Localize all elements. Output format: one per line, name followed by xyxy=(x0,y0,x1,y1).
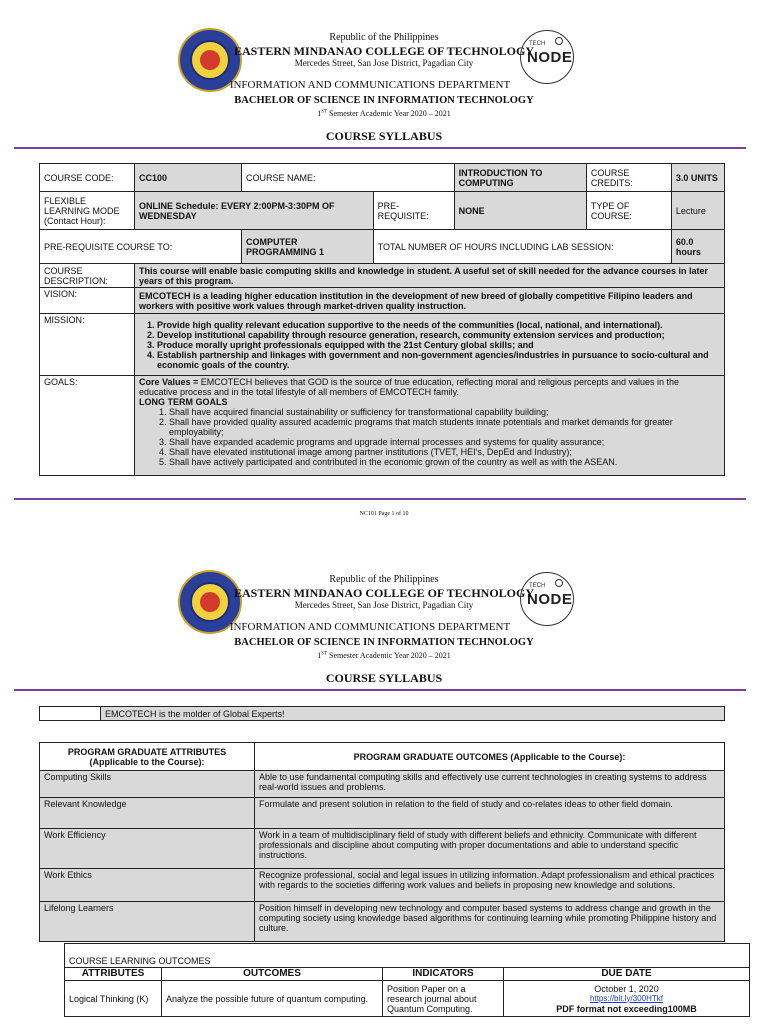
column-header: OUTCOMES xyxy=(162,968,383,981)
motto-text: EMCOTECH is the molder of Global Experts! xyxy=(101,707,725,721)
department-name: INFORMATION AND COMMUNICATIONS DEPARTMENT xyxy=(229,79,511,91)
column-header: INDICATORS xyxy=(383,968,504,981)
course-syllabus-title: COURSE SYLLABUS xyxy=(325,671,443,685)
attribute-cell: Computing Skills xyxy=(40,771,255,798)
department-name: INFORMATION AND COMMUNICATIONS DEPARTMENT xyxy=(229,621,511,633)
college-address: Mercedes Street, San Jose District, Pagadian City xyxy=(294,600,474,610)
course-credits: 3.0 UNITS xyxy=(671,164,724,192)
label: TYPE OF COURSE: xyxy=(586,192,671,230)
outcome-cell: Recognize professional, social and legal issues in utilizing information. Adapt professionalism and ethical practices with regards to the societies differing work values and beliefs in proposing new knowledge and solutions. xyxy=(255,869,725,902)
page-footer: NC101 Page 1 of 10 xyxy=(359,511,409,517)
label: GOALS: xyxy=(40,376,135,476)
mission-item: 4. Establish partnership and linkages with government and non-government agencies/industries in pursuance to socio-cultural and economic goals of the country. xyxy=(157,350,720,370)
program-name: BACHELOR OF SCIENCE IN INFORMATION TECHNOLOGY xyxy=(234,95,534,106)
course-syllabus-title: COURSE SYLLABUS xyxy=(325,129,443,143)
pgo-header: PROGRAM GRADUATE OUTCOMES (Applicable to the Course): xyxy=(255,743,725,771)
clo-attribute: Logical Thinking (K) xyxy=(65,981,162,1017)
divider-line xyxy=(14,147,746,149)
course-learning-outcomes-table xyxy=(64,943,750,1017)
goal-item: 5. Shall have actively participated and contributed in the economic grown of the country as well as with the ASEAN. xyxy=(169,457,720,467)
format-note: PDF format not exceeding100MB xyxy=(556,1003,697,1014)
outcome-cell: Work in a team of multidisciplinary field of study with different beliefs and ethnicity. Communicate with different professionals and discipline about computing with proper documentations and able to understand specific instructions. xyxy=(255,829,725,869)
college-address: Mercedes Street, San Jose District, Pagadian City xyxy=(294,58,474,68)
label: COURSE CREDITS: xyxy=(586,164,671,192)
label: PRE-REQUISITE COURSE TO: xyxy=(40,230,242,264)
mission-item: 1. Provide high quality relevant education supportive to the needs of the communities (local, national, and international). xyxy=(157,320,720,330)
pga-header: PROGRAM GRADUATE ATTRIBUTES (Applicable to the Course): xyxy=(40,743,255,771)
mission-list xyxy=(135,314,725,376)
label: PRE-REQUISITE: xyxy=(373,192,454,230)
learning-mode: ONLINE Schedule: EVERY 2:00PM-3:30PM OF WEDNESDAY xyxy=(135,192,374,230)
divider-line xyxy=(14,689,746,691)
goal-item: 2. Shall have provided quality assured academic programs that match students innate potentials and market demands for greater employability; xyxy=(169,417,720,437)
divider-line xyxy=(14,498,746,500)
goal-item: 1. Shall have acquired financial sustainability or sufficiency for transformational capability building; xyxy=(169,407,720,417)
attribute-cell: Work Ethics xyxy=(40,869,255,902)
goal-item: 3. Shall have expanded academic programs and upgrade internal processes and systems for quality assurance; xyxy=(169,437,720,447)
semester-line: 1ST Semester Academic Year 2020 – 2021 xyxy=(317,109,451,118)
goals-cell: Core Values = EMCOTECH believes that GOD is the source of true education, reflecting moral and religious percepts and values in the educative process and in the total lifestyle of all members of EMCOTECH family. LONG TERM GOALS 1. Shall have acquired financial sustainability or sufficiency for transformational capability building; 2. Shall have provided quality assured academic programs that match students innate potentials and market demands for greater employability; 3. Shall have expanded academic programs and upgrade internal processes and systems for quality assurance; 4. Shall have elevated institutional image among partner institutions (TVET, HEI's, DepEd and Industry); 5. Shall have actively participated and contributed in the economic grown of the country as well as with the ASEAN. xyxy=(135,376,725,476)
prerequisite-to: COMPUTER PROGRAMMING 1 xyxy=(242,230,374,264)
program-name: BACHELOR OF SCIENCE IN INFORMATION TECHNOLOGY xyxy=(234,637,534,648)
course-info-table xyxy=(39,163,725,476)
motto-bar xyxy=(39,706,725,721)
clo-outcome: Analyze the possible future of quantum computing. xyxy=(162,981,383,1017)
label: COURSE DESCRIPTION: xyxy=(40,264,135,288)
republic-text: Republic of the Philippines xyxy=(329,32,439,43)
label: COURSE NAME: xyxy=(242,164,455,192)
label: MISSION: xyxy=(40,314,135,376)
label: COURSE CODE: xyxy=(40,164,135,192)
outcome-cell: Formulate and present solution in relation to the field of study and co-relates ideas to other field domain. xyxy=(255,798,725,829)
total-hours: 60.0 hours xyxy=(671,230,724,264)
college-name: EASTERN MINDANAO COLLEGE OF TECHNOLOGY xyxy=(233,44,535,58)
label: TOTAL NUMBER OF HOURS INCLUDING LAB SESSION: xyxy=(373,230,671,264)
column-header: ATTRIBUTES xyxy=(65,968,162,981)
college-name: EASTERN MINDANAO COLLEGE OF TECHNOLOGY xyxy=(233,586,535,600)
clo-due-date-cell xyxy=(504,981,750,1017)
clo-indicator: Position Paper on a research journal about Quantum Computing. xyxy=(383,981,504,1017)
clo-title: COURSE LEARNING OUTCOMES xyxy=(65,944,750,968)
program-outcomes-table xyxy=(39,742,725,942)
vision-text: EMCOTECH is a leading higher education institution in the development of new breed of globally competitive Filipino leaders and workers with positive work values through market-driven quality instruction. xyxy=(135,288,725,314)
course-description: This course will enable basic computing skills and knowledge in student. A useful set of skill needed for the advance courses in later years of this program. xyxy=(135,264,725,288)
prerequisite: NONE xyxy=(454,192,586,230)
goal-item: 4. Shall have elevated institutional image among partner institutions (TVET, HEI's, DepEd and Industry); xyxy=(169,447,720,457)
semester-line: 1ST Semester Academic Year 2020 – 2021 xyxy=(317,651,451,660)
label: FLEXIBLE LEARNING MODE (Contact Hour): xyxy=(40,192,135,230)
outcome-cell: Position himself in developing new technology and computer based systems to address change and growth in the computing society using knowledge based algorithms for continuing learning while promoting Philippine history and culture. xyxy=(255,902,725,942)
mission-item: 3. Produce morally upright professionals equipped with the 21st Century global skills; and xyxy=(157,340,720,350)
tech-node-logo: TECH NODE xyxy=(520,572,574,626)
course-code: CC100 xyxy=(135,164,242,192)
attribute-cell: Relevant Knowledge xyxy=(40,798,255,829)
attribute-cell: Work Efficiency xyxy=(40,829,255,869)
course-type: Lecture xyxy=(671,192,724,230)
mission-item: 2. Develop institutional capability through resource generation, research, community extension services and production; xyxy=(157,330,720,340)
outcome-cell: Able to use fundamental computing skills and effectively use current technologies in creating systems to address real-world issues and problems. xyxy=(255,771,725,798)
attribute-cell: Lifelong Learners xyxy=(40,902,255,942)
column-header: DUE DATE xyxy=(504,968,750,981)
label: VISION: xyxy=(40,288,135,314)
due-date: October 1, 2020 xyxy=(594,983,659,994)
tech-node-logo: TECH NODE xyxy=(520,30,574,84)
course-name: INTRODUCTION TO COMPUTING xyxy=(454,164,586,192)
republic-text: Republic of the Philippines xyxy=(329,574,439,585)
submission-link[interactable]: https://bit.ly/300HTkf xyxy=(590,993,663,1003)
